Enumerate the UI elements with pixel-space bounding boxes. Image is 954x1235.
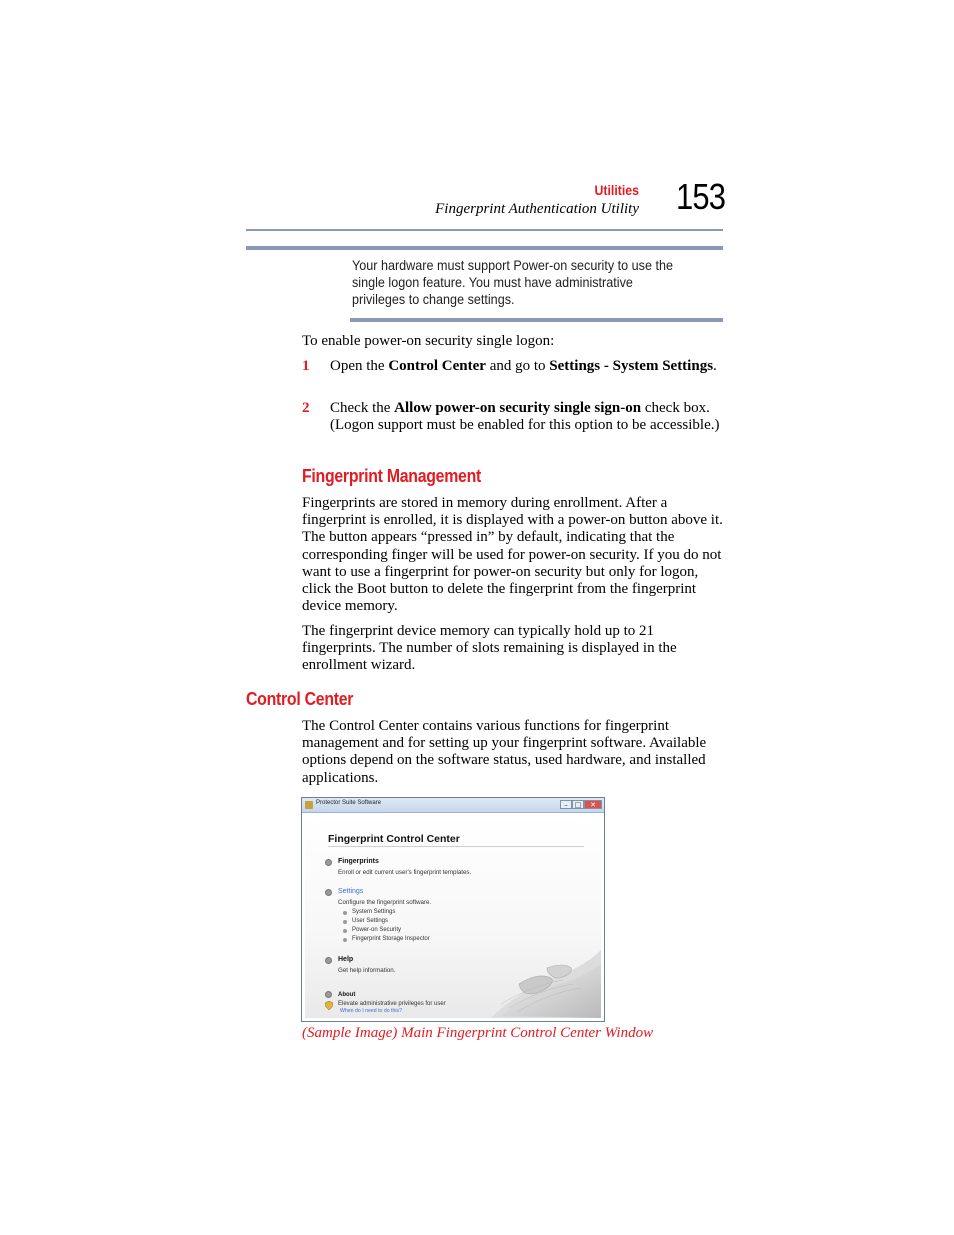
paragraph: The Control Center contains various functions for fingerprint management and for setting up your fingerprint software. Available options depend on the software status, used hardware, and installed applications. xyxy=(302,718,707,786)
ui-term: Control Center xyxy=(388,358,486,374)
intro-text: To enable power-on security single logon: xyxy=(302,333,555,349)
about-link[interactable]: About xyxy=(338,992,356,998)
maximize-icon[interactable]: □ xyxy=(572,800,584,809)
ui-term: Settings - System Settings xyxy=(549,358,714,374)
step-number: 2 xyxy=(302,400,310,416)
step-number: 1 xyxy=(302,358,310,374)
sample-screenshot-window xyxy=(301,797,605,1022)
page-number: 153 xyxy=(676,176,726,217)
settings-item-user-settings[interactable]: User Settings xyxy=(352,918,389,924)
settings-item-power-on-security[interactable]: Power-on Security xyxy=(352,927,402,933)
fingerprints-link[interactable]: Fingerprints xyxy=(338,858,379,865)
elevate-privileges-link[interactable]: Elevate administrative privileges for user xyxy=(338,1001,446,1007)
note-bottom-rule xyxy=(350,318,723,322)
note-text: Your hardware must support Power-on security to use the single logon feature. You must have administrative privileges to change settings. xyxy=(352,257,674,307)
header-rule xyxy=(246,229,723,231)
note-top-rule xyxy=(246,246,723,250)
step-text xyxy=(330,358,723,375)
elevate-help-link[interactable]: When do I need to do this? xyxy=(340,1008,403,1014)
window-title: Protector Suite Software xyxy=(316,800,382,806)
help-link[interactable]: Help xyxy=(338,956,354,963)
step-text-part: . xyxy=(713,358,717,374)
step-text-part: and go to xyxy=(485,358,550,374)
settings-icon xyxy=(325,889,332,896)
control-center-heading: Fingerprint Control Center xyxy=(328,833,460,845)
window-titlebar xyxy=(302,798,604,813)
section-heading-control-center: Control Center xyxy=(246,689,354,709)
step-text-part: Check the xyxy=(330,400,395,416)
settings-item-fingerprint-storage-inspector[interactable]: Fingerprint Storage Inspector xyxy=(352,936,430,942)
minimize-icon[interactable]: – xyxy=(560,800,572,809)
step-text xyxy=(330,400,723,434)
about-icon xyxy=(325,991,332,998)
header-subsection-title: Fingerprint Authentication Utility xyxy=(435,201,639,217)
window-content xyxy=(305,815,601,1018)
close-icon[interactable]: ✕ xyxy=(584,800,602,809)
paragraph: Fingerprints are stored in memory during enrollment. After a fingerprint is enrolled, it is displayed with a power-on button above it. The button appears “pressed in” by default, indicating that the corresponding finger will be used for power-on security. If you do not want to use a fingerprint for power-on security but only for logon, click the Boot button to delete the fingerprint from the fingerprint device memory. xyxy=(302,495,723,615)
help-description: Get help information. xyxy=(338,967,396,974)
fingerprints-icon xyxy=(325,859,332,866)
step-text-part: Open the xyxy=(330,358,389,374)
settings-description: Configure the fingerprint software. xyxy=(338,899,432,906)
settings-link[interactable]: Settings xyxy=(338,888,364,895)
fingerprint-hand-illustration xyxy=(481,938,601,1018)
fingerprints-description: Enroll or edit current user's fingerprint templates. xyxy=(338,869,472,876)
heading-divider xyxy=(328,846,584,847)
header-section-title: Utilities xyxy=(594,182,639,198)
help-icon xyxy=(325,957,332,964)
shield-icon xyxy=(325,1001,333,1010)
paragraph: The fingerprint device memory can typically hold up to 21 fingerprints. The number of slots remaining is displayed in the enrollment wizard. xyxy=(302,623,677,674)
app-icon xyxy=(305,801,313,809)
ui-term: Allow power-on security single sign-on xyxy=(394,400,642,416)
section-heading-fingerprint-management: Fingerprint Management xyxy=(302,466,482,486)
figure-caption: (Sample Image) Main Fingerprint Control Center Window xyxy=(302,1025,654,1041)
step-text-part: check box. (Logon support must be enabled for this option to be accessible.) xyxy=(330,400,720,434)
settings-item-system-settings[interactable]: System Settings xyxy=(352,909,396,915)
